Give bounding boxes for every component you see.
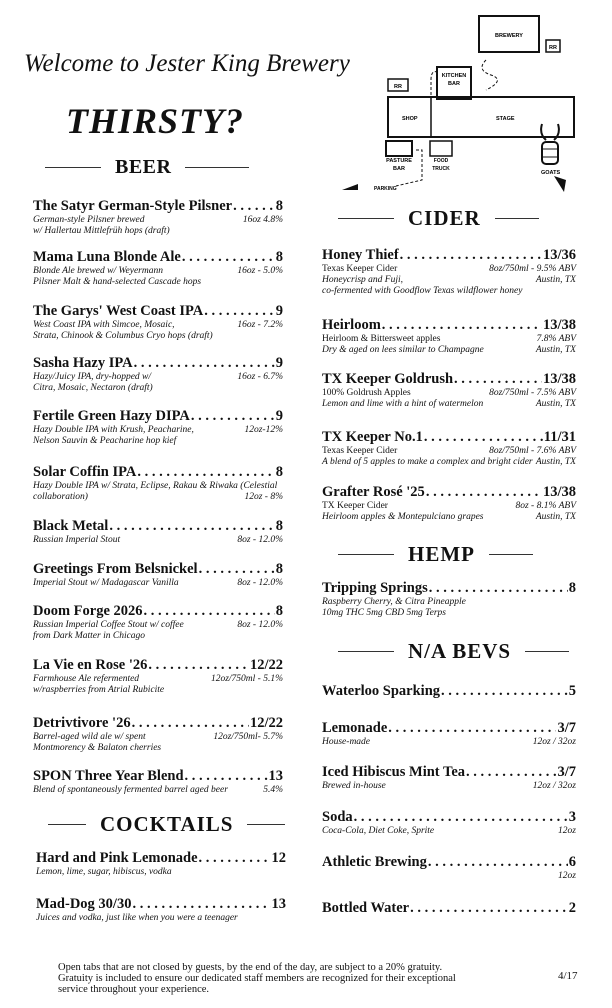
map-goats-label: GOATS xyxy=(541,170,561,176)
map-food-label: FOOD xyxy=(433,158,449,164)
menu-item: TX Keeper Goldrush . . . 13/38 100% Goldrush Apples 8oz/750ml - 7.5% ABV Lemon and lime with a hint of watermelon Austin, TX xyxy=(322,371,576,410)
menu-item: Iced Hibiscus Mint Tea . . . 3/7 Brewed in-house 12oz / 32oz xyxy=(322,764,576,792)
welcome-heading: Welcome to Jester King Brewery xyxy=(24,50,350,77)
cider-section-header xyxy=(338,206,539,231)
menu-item: La Vie en Rose '26 . . . 12/22 Farmhouse Ale refermented 12oz/750ml - 5.1% w/raspberries from Atrial Rubicite xyxy=(33,657,283,696)
menu-item: Soda . . . 3 Coca-Cola, Diet Coke, Sprite 12oz xyxy=(322,809,576,837)
menu-item: Mad-Dog 30/30 . . . 13 Juices and vodka, just like when you were a teenager xyxy=(36,896,286,924)
menu-item: Heirloom . . . 13/38 Heirloom & Bittersweet apples 7.8% ABV Dry & aged on lees similar to Champagne Austin, TX xyxy=(322,317,576,356)
map-rr-label: RR xyxy=(549,45,557,51)
na-section-header xyxy=(338,639,569,664)
page-number: 4/17 xyxy=(558,970,578,982)
menu-item: Greetings From Belsnickel . . . 8 Imperial Stout w/ Madagascar Vanilla 8oz - 12.0% xyxy=(33,561,283,589)
map-pasture-label: PASTURE xyxy=(386,158,412,164)
gratuity-line-1: Open tabs that are not closed by guests, by the end of the day, are subject to a 20% gratuity. xyxy=(58,962,443,973)
menu-item: The Satyr German-Style Pilsner . . . 8 German-style Pilsner brewed 16oz 4.8% w/ Hallertau Mittlefrüh hops (draft) xyxy=(33,198,283,237)
menu-item: SPON Three Year Blend . . . 13 Blend of spontaneously fermented barrel aged beer 5.4% xyxy=(33,768,283,796)
menu-item: Solar Coffin IPA . . . 8 Hazy Double IPA w/ Strata, Eclipse, Rakau & Riwaka (Celestial collaboration) 12oz - 8% xyxy=(33,464,283,503)
beer-section-header xyxy=(45,156,249,179)
map-bar-label: BAR xyxy=(448,81,460,87)
thirsty-heading: THIRSTY? xyxy=(66,101,245,141)
menu-item: Hard and Pink Lemonade . . . 12 Lemon, lime, sugar, hibiscus, vodka xyxy=(36,850,286,878)
menu-item: TX Keeper No.1 . . . 11/31 Texas Keeper Cider 8oz/750ml - 7.6% ABV A blend of 5 apples to make a complex and bright cider Austin, TX xyxy=(322,429,576,468)
map-pasture-bar-label: BAR xyxy=(393,166,405,172)
map-truck-label: TRUCK xyxy=(432,166,450,172)
menu-item: Bottled Water . . . 2 xyxy=(322,900,576,917)
cocktails-title: COCKTAILS xyxy=(100,812,234,836)
cocktails-section-header xyxy=(48,812,285,837)
menu-item: Waterloo Sparking . . . 5 xyxy=(322,683,576,700)
menu-item: Fertile Green Hazy DIPA . . . 9 Hazy Double IPA with Krush, Peacharine, 12oz-12% Nelson Sauvin & Peacharine hop kief xyxy=(33,408,283,447)
menu-item: Detrivtivore '26 . . . 12/22 Barrel-aged wild ale w/ spent 12oz/750ml- 5.7% Montmorency & Balaton cherries xyxy=(33,715,283,754)
map-rr-label-2: RR xyxy=(394,84,402,90)
cider-title: CIDER xyxy=(408,206,481,230)
menu-item: Grafter Rosé '25 . . . 13/38 TX Keeper Cider 8oz - 8.1% ABV Heirloom apples & Montepulciano grapes Austin, TX xyxy=(322,484,576,523)
na-title: N/A BEVS xyxy=(408,639,512,663)
menu-item: Athletic Brewing . . . 6 12oz xyxy=(322,854,576,882)
venue-map xyxy=(336,10,576,200)
menu-item: Doom Forge 2026 . . . 8 Russian Imperial Coffee Stout w/ coffee 8oz - 12.0% from Dark Matter in Chicago xyxy=(33,603,283,642)
gratuity-line-2: Gratuity is included to ensure our dedicated staff members are recognized for their exceptional xyxy=(58,973,456,984)
hemp-title: HEMP xyxy=(408,542,475,566)
menu-item: Lemonade . . . 3/7 House-made 12oz / 32oz xyxy=(322,720,576,748)
hemp-section-header xyxy=(338,542,533,567)
map-brewery-label: BREWERY xyxy=(495,33,523,39)
menu-item: Black Metal . . . 8 Russian Imperial Stout 8oz - 12.0% xyxy=(33,518,283,546)
gratuity-notice xyxy=(58,962,498,995)
gratuity-line-3: service throughout your experience. xyxy=(58,984,210,995)
menu-item: Tripping Springs . . . 8 Raspberry Cherry, & Citra Pineapple 10mg THC 5mg CBD 5mg Terps xyxy=(322,580,576,619)
beer-title: BEER xyxy=(115,156,172,178)
map-stage-label: STAGE xyxy=(496,116,515,122)
menu-item: The Garys' West Coast IPA . . . 9 West Coast IPA with Simcoe, Mosaic, 16oz - 7.2% Strata, Chinook & Columbus Cryo hops (draft) xyxy=(33,303,283,342)
menu-item: Honey Thief . . . 13/36 Texas Keeper Cider 8oz/750ml - 9.5% ABV Honeycrisp and Fuji, Austin, TX co-fermented with Goodflow Texas wildflower honey xyxy=(322,247,576,297)
map-kitchen-label: KITCHEN xyxy=(441,73,467,79)
map-shop-label: SHOP xyxy=(402,116,418,122)
goat-barrel-icon xyxy=(541,124,559,164)
menu-item: Mama Luna Blonde Ale . . . 8 Blonde Ale brewed w/ Weyermann 16oz - 5.0% Pilsner Malt & hand-selected Cascade hops xyxy=(33,249,283,288)
map-parking-label: PARKING xyxy=(374,186,397,192)
menu-item: Sasha Hazy IPA . . . 9 Hazy/Juicy IPA, dry-hopped w/ 16oz - 6.7% Citra, Mosaic, Nectaron (draft) xyxy=(33,355,283,394)
